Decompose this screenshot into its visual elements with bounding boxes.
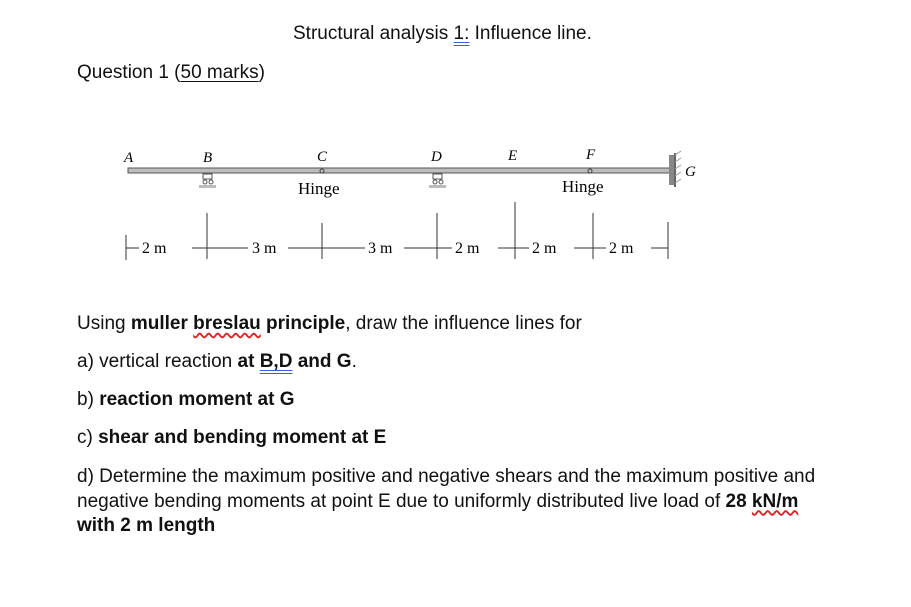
part-a-g: and G [292, 351, 352, 372]
part-d-unit: kN/m [751, 490, 799, 512]
part-c [77, 427, 386, 449]
question-heading [77, 62, 265, 84]
part-d-load: 28 [725, 490, 747, 512]
span-label-de: 2 m [455, 240, 480, 257]
span-label-ef: 2 m [532, 240, 557, 257]
label-e: E [508, 148, 518, 164]
roller-support-d [429, 174, 446, 188]
part-d [77, 465, 837, 539]
part-a-text: a) vertical reaction [77, 351, 238, 372]
label-b: B [203, 150, 213, 166]
hinge-label-c: Hinge [298, 179, 340, 198]
part-c-bold: shear and bending moment at E [98, 427, 387, 448]
span-label-ab: 2 m [142, 240, 167, 257]
title-colon: : [464, 23, 470, 44]
span-label-bc: 3 m [252, 240, 277, 257]
span-label-fg: 2 m [609, 240, 634, 257]
part-d-text: d) Determine the maximum positive and negative shears and the maximum positive and negative bending moments at point E due to uniformly distributed live load of [77, 466, 816, 512]
part-a-bd: B,D [259, 351, 293, 372]
intro-principle: principle [260, 313, 346, 334]
beam-diagram [115, 140, 715, 270]
title-number: 1 [453, 23, 465, 44]
part-a-at: at [237, 351, 260, 372]
question-close: ) [258, 62, 265, 83]
label-d: D [431, 149, 442, 165]
question-marks: 50 marks [180, 62, 259, 83]
label-c: C [317, 149, 328, 165]
span-label-cd: 3 m [368, 240, 393, 257]
intro-breslau: breslau [193, 313, 261, 334]
page-title [293, 23, 592, 45]
part-d-length: with 2 m length [77, 515, 216, 536]
part-b-text: b) [77, 389, 100, 410]
hinge-label-f: Hinge [562, 177, 604, 196]
part-b-bold: reaction moment at G [99, 389, 295, 410]
part-b [77, 389, 295, 411]
intro-rest: , draw the influence lines for [345, 313, 582, 334]
label-f: F [586, 147, 596, 163]
intro-text: Using [77, 313, 131, 334]
title-text: Structural analysis [293, 23, 454, 44]
fixed-support-g [669, 151, 681, 187]
label-g: G [685, 164, 696, 180]
roller-support-b [199, 174, 216, 188]
part-c-text: c) [77, 427, 99, 448]
title-suffix: Influence line. [469, 23, 592, 44]
label-a: A [124, 150, 134, 166]
intro-paragraph [77, 313, 582, 335]
question-label: Question 1 ( [77, 62, 181, 83]
part-a [77, 351, 357, 373]
intro-muller: muller [130, 313, 194, 334]
part-a-period: . [351, 351, 357, 372]
dimension-ticks [126, 202, 668, 260]
